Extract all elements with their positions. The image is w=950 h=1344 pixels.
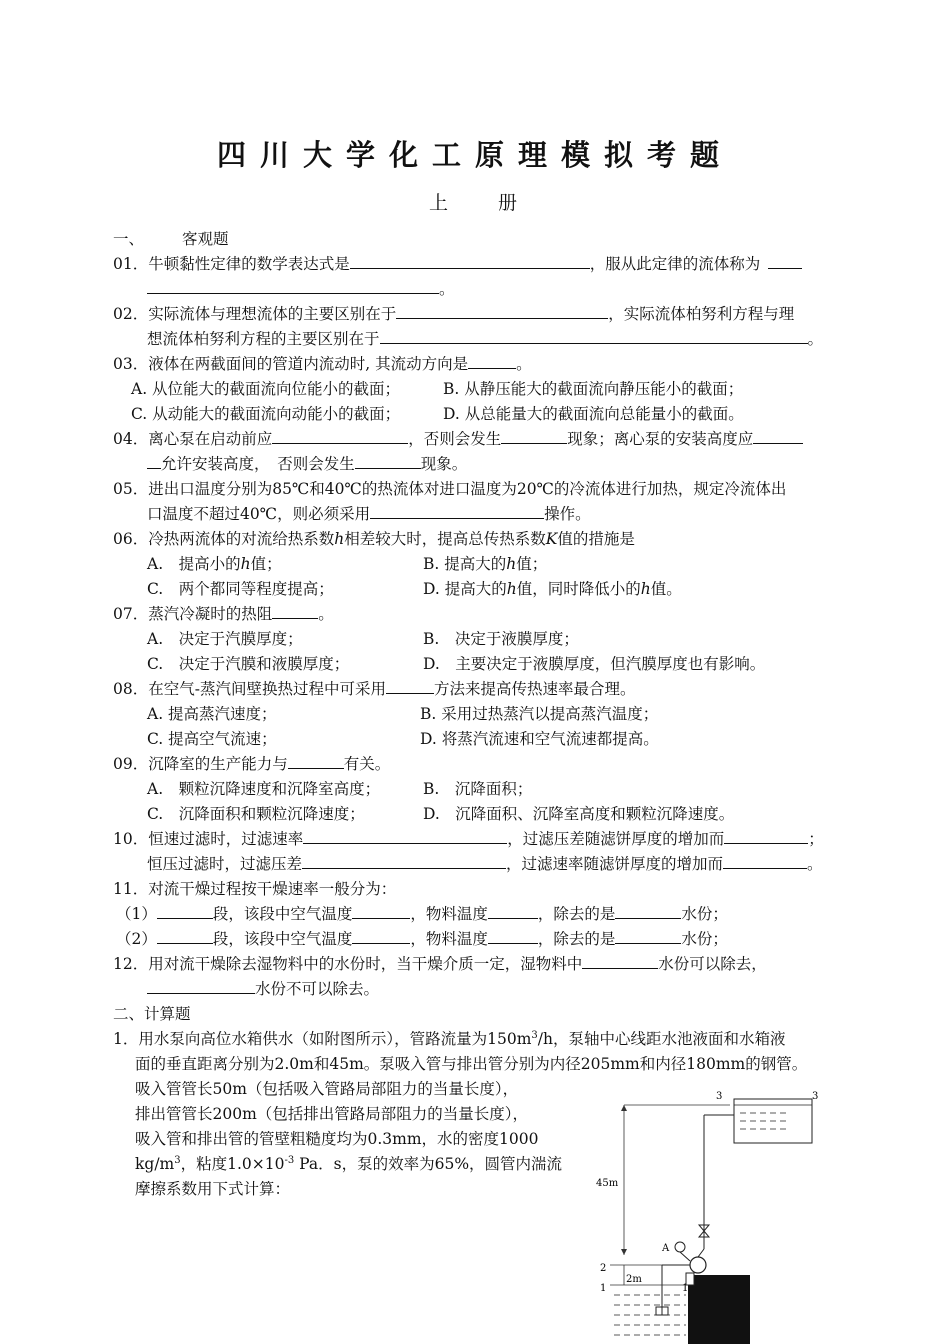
option-c[interactable]: C. 从动能大的截面流向动能小的截面； — [131, 405, 401, 423]
answer-blank[interactable] — [386, 679, 434, 694]
question-text: 段，该段中空气温度 — [212, 930, 353, 948]
answer-blank[interactable] — [380, 329, 808, 344]
pump-system-figure — [590, 1085, 830, 1344]
question-text: 在空气-蒸汽间壁换热过程中可采用 — [148, 680, 386, 698]
question-text: 水份不可以除去。 — [255, 980, 380, 998]
option-d[interactable]: D. 沉降面积、沉降室高度和颗粒沉降速度。 — [423, 805, 735, 823]
option-b[interactable]: B. 从静压能大的截面流向静压能小的截面； — [443, 380, 744, 398]
question-text: 对流干燥过程按干燥速率一般分为： — [148, 880, 397, 898]
question-number: 03． — [113, 355, 149, 373]
answer-blank[interactable] — [615, 904, 681, 919]
question-text: ，过滤压差随滤饼厚度的增加而 — [507, 830, 725, 848]
question-text: kg/m — [135, 1155, 175, 1173]
symbol-h: h — [334, 530, 345, 548]
question-06 — [113, 529, 635, 549]
label-1-left: 1 — [600, 1283, 607, 1294]
answer-blank[interactable] — [157, 929, 213, 944]
question-number: 11． — [113, 880, 149, 898]
question-text: 水份可以除去， — [658, 955, 767, 973]
row-number: （1） — [116, 905, 157, 923]
question-text: 。 — [439, 280, 455, 298]
label-3-right: 3 — [812, 1091, 819, 1102]
answer-blank[interactable] — [724, 829, 808, 844]
question-text: 水份； — [681, 930, 728, 948]
page-subtitle: 上 册 — [428, 192, 521, 214]
question-text: ，服从此定律的流体称为 — [589, 255, 761, 273]
pump-icon — [690, 1257, 706, 1273]
question-11-row-2 — [116, 929, 728, 949]
question-number: 07． — [113, 605, 149, 623]
question-04 — [113, 429, 803, 449]
question-number: 09． — [113, 755, 149, 773]
calc-question-1-line-5: 吸入管和排出管的管壁粗糙度均为0.3mm，水的密度1000 — [135, 1130, 539, 1148]
calc-question-1-line-2: 面的垂直距离分别为2.0m和45m。泵吸入管与排出管分别为内径205mm和内径180mm的钢管。 — [135, 1055, 808, 1073]
question-text: 液体在两截面间的管道内流动时, 其流动方向是 — [148, 355, 469, 373]
answer-blank[interactable] — [147, 979, 255, 994]
question-08 — [113, 679, 636, 699]
question-text: 。 — [807, 330, 824, 348]
answer-blank[interactable] — [272, 604, 318, 619]
superscript: 3 — [531, 1029, 538, 1041]
answer-blank[interactable] — [288, 754, 344, 769]
answer-blank[interactable] — [350, 254, 590, 269]
question-text: 。 — [516, 355, 532, 373]
question-01-cont — [147, 279, 455, 299]
question-text: ，过滤速率随滤饼厚度的增加而 — [506, 855, 724, 873]
question-02-cont — [147, 329, 823, 349]
option-a[interactable] — [147, 554, 282, 574]
arrow-head — [621, 1249, 627, 1255]
answer-blank[interactable] — [302, 854, 506, 869]
question-text: 值的措施是 — [557, 530, 635, 548]
question-text: ，粘度1.0×10 — [180, 1155, 285, 1173]
question-text: 离心泵在启动前应 — [148, 430, 273, 448]
calc-question-1-line-6 — [135, 1154, 562, 1174]
option-text: D. 提高大的 — [423, 580, 507, 598]
answer-blank[interactable] — [147, 279, 439, 294]
superscript: 3 — [174, 1154, 181, 1166]
option-text: 值。 — [650, 580, 682, 598]
option-c[interactable]: C. 决定于汽膜和液膜厚度； — [147, 655, 350, 673]
question-text: 段，该段中空气温度 — [212, 905, 353, 923]
question-text: 进出口温度分别为85℃和40℃的热流体对进口温度为20℃的冷流体进行加热，规定冷流体出 — [148, 480, 787, 498]
question-number: 12． — [113, 955, 149, 973]
question-text: 操作。 — [544, 505, 591, 523]
question-text: 用水泵向高位水箱供水（如附图所示），管路流量为150m — [138, 1030, 532, 1048]
question-text: ，否则会发生 — [408, 430, 502, 448]
section-number: 一、 — [113, 230, 145, 248]
arrow-head — [621, 1105, 627, 1111]
question-03 — [113, 354, 532, 374]
option-text: A. 提高小的 — [147, 555, 241, 573]
label-2m: 2m — [626, 1274, 642, 1285]
answer-blank[interactable] — [488, 929, 538, 944]
row-number: （2） — [116, 930, 157, 948]
section2-heading: 二、计算题 — [113, 1005, 191, 1023]
answer-blank[interactable] — [488, 904, 538, 919]
option-d[interactable]: D. 从总能量大的截面流向总能量小的截面。 — [443, 405, 744, 423]
question-text: 冷热两流体的对流给热系数 — [148, 530, 335, 548]
question-text: 恒速过滤时，过滤速率 — [148, 830, 304, 848]
question-10-cont — [147, 854, 823, 874]
question-text: 实际流体与理想流体的主要区别在于 — [148, 305, 397, 323]
question-text: 口温度不超过40℃，则必须采用 — [147, 505, 371, 523]
symbol-h: h — [640, 580, 651, 598]
option-a[interactable]: A. 决定于汽膜厚度； — [147, 630, 303, 648]
answer-blank[interactable] — [355, 454, 421, 469]
option-text: B. 提高大的 — [423, 555, 507, 573]
question-text: 水份； — [681, 905, 728, 923]
option-c[interactable]: C. 沉降面积和颗粒沉降速度； — [147, 805, 365, 823]
option-text: 值； — [250, 555, 282, 573]
label-1-right: 1 — [682, 1283, 689, 1294]
calc-question-1 — [113, 1029, 786, 1049]
question-text: 恒压过滤时，过滤压差 — [147, 855, 303, 873]
answer-blank[interactable] — [723, 854, 807, 869]
question-text: 方法来提高传热速率最合理。 — [433, 680, 636, 698]
answer-blank[interactable] — [157, 904, 213, 919]
question-number: 05． — [113, 480, 149, 498]
question-05 — [113, 479, 786, 499]
page-title: 四川大学化工原理模拟考题 — [216, 138, 733, 172]
answer-blank[interactable] — [352, 929, 410, 944]
gauge-connector — [680, 1252, 690, 1261]
answer-blank[interactable] — [396, 304, 608, 319]
question-number: 01． — [113, 255, 149, 273]
question-text: ； — [808, 830, 824, 848]
question-number: 1． — [113, 1030, 139, 1048]
question-text: ，除去的是 — [537, 930, 616, 948]
question-02 — [113, 304, 794, 324]
question-text: 牛顿黏性定律的数学表达式是 — [148, 255, 350, 273]
option-text: 值，同时降低小的 — [516, 580, 641, 598]
answer-blank[interactable] — [753, 429, 803, 444]
question-number: 08． — [113, 680, 149, 698]
symbol-k: K — [545, 530, 558, 548]
label-A: A — [662, 1243, 670, 1254]
question-number: 04． — [113, 430, 149, 448]
symbol-h: h — [240, 555, 251, 573]
label-2: 2 — [600, 1263, 607, 1274]
question-text: ，物料温度 — [410, 930, 488, 948]
answer-blank[interactable] — [352, 904, 410, 919]
question-11-row-1 — [116, 904, 728, 924]
question-text: ，物料温度 — [410, 905, 488, 923]
question-text: ，实际流体柏努利方程与理 — [608, 305, 795, 323]
question-text: 有关。 — [343, 755, 391, 773]
option-a[interactable]: A. 颗粒沉降速度和沉降室高度； — [147, 780, 381, 798]
question-12-cont — [147, 979, 379, 999]
option-a[interactable]: A. 从位能大的截面流向位能小的截面； — [131, 380, 401, 398]
pressure-gauge-icon — [675, 1242, 685, 1252]
question-number: 06． — [113, 530, 149, 548]
label-45m: 45m — [596, 1178, 619, 1189]
option-c[interactable]: C. 提高空气流速； — [147, 730, 277, 748]
question-01 — [113, 254, 802, 274]
question-text: Pa．s，泵的效率为65%，圆管内湍流 — [294, 1155, 563, 1173]
question-text: /h，泵轴中心线距水池液面和水箱液 — [537, 1030, 786, 1048]
question-text: 。 — [318, 605, 334, 623]
question-text: 蒸汽冷凝时的热阻 — [148, 605, 273, 623]
question-text: 。 — [807, 855, 823, 873]
option-c[interactable]: C. 两个都同等程度提高； — [147, 580, 334, 598]
answer-blank[interactable] — [615, 929, 681, 944]
symbol-h: h — [506, 580, 517, 598]
calc-question-1-line-7: 摩擦系数用下式计算： — [135, 1180, 291, 1198]
question-text: 现象；离心泵的安装高度应 — [567, 430, 754, 448]
option-text: 值； — [516, 555, 548, 573]
question-07 — [113, 604, 334, 624]
question-09 — [113, 754, 390, 774]
answer-blank[interactable] — [147, 454, 161, 469]
section1-heading — [113, 229, 229, 249]
question-text: 用对流干燥除去湿物料中的水份时，当干燥介质一定，湿物料中 — [148, 955, 583, 973]
question-11 — [113, 879, 396, 899]
option-b[interactable]: B. 决定于液膜厚度； — [423, 630, 579, 648]
question-10 — [113, 829, 824, 849]
answer-blank[interactable] — [768, 254, 802, 269]
question-number: 02． — [113, 305, 149, 323]
question-text: 现象。 — [420, 455, 468, 473]
calc-question-1-line-3: 吸入管管长50m（包括吸入管路局部阻力的当量长度）， — [135, 1080, 519, 1098]
question-text: ，除去的是 — [537, 905, 616, 923]
superscript: -3 — [284, 1154, 295, 1166]
option-d[interactable] — [423, 579, 682, 599]
answer-blank[interactable] — [370, 504, 544, 519]
option-d[interactable]: D. 主要决定于液膜厚度，但汽膜厚度也有影响。 — [423, 655, 766, 673]
question-number: 10． — [113, 830, 149, 848]
answer-blank[interactable] — [468, 354, 516, 369]
question-text: 允许安装高度， 否则会发生 — [161, 455, 355, 473]
question-text: 想流体柏努利方程的主要区别在于 — [147, 330, 380, 348]
pump-outlet — [698, 1249, 704, 1257]
question-12 — [113, 954, 767, 974]
question-05-cont — [147, 504, 591, 524]
answer-blank[interactable] — [272, 429, 408, 444]
option-b[interactable]: B. 沉降面积； — [423, 780, 533, 798]
calc-question-1-line-4: 排出管管长200m（包括排出管路局部阻力的当量长度）， — [135, 1105, 529, 1123]
question-04-cont — [147, 454, 467, 474]
question-text: 相差较大时，提高总传热系数 — [344, 530, 546, 548]
option-b[interactable]: B. 采用过热蒸汽以提高蒸汽温度； — [420, 705, 659, 723]
answer-blank[interactable] — [303, 829, 507, 844]
option-b[interactable] — [423, 554, 547, 574]
section-title: 客观题 — [182, 230, 229, 248]
answer-blank[interactable] — [501, 429, 567, 444]
label-3-left: 3 — [716, 1091, 723, 1102]
question-text: 沉降室的生产能力与 — [148, 755, 288, 773]
pump-foundation — [688, 1275, 750, 1344]
option-a[interactable]: A. 提高蒸汽速度； — [147, 705, 277, 723]
option-d[interactable]: D. 将蒸汽流速和空气流速都提高。 — [420, 730, 659, 748]
answer-blank[interactable] — [582, 954, 658, 969]
symbol-h: h — [506, 555, 517, 573]
